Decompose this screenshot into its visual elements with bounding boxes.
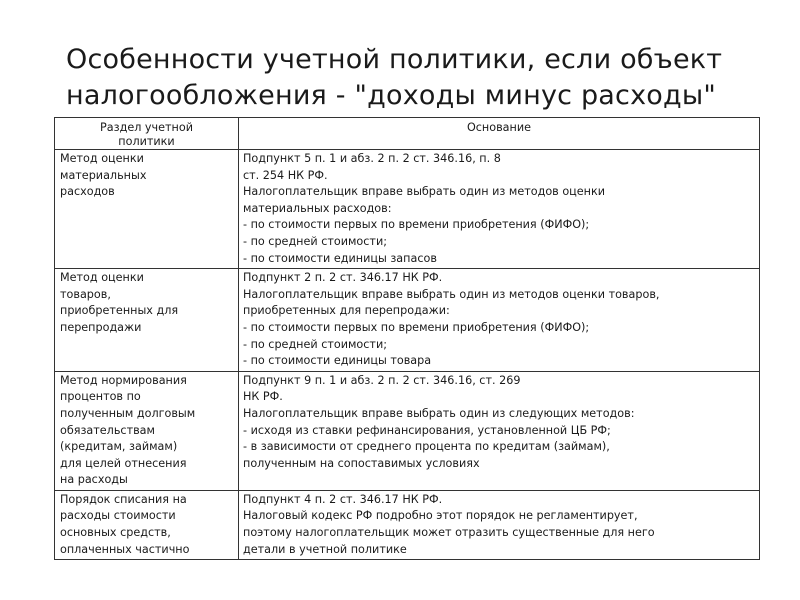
basis-line: НК РФ.: [243, 390, 283, 404]
section-line: (кредитам, займам): [60, 440, 178, 454]
section-line: основных средств,: [60, 526, 171, 540]
section-line: товаров,: [60, 287, 111, 301]
section-line: обязательствам: [60, 423, 155, 437]
basis-line: материальных расходов:: [243, 201, 392, 215]
section-line: материальных: [60, 168, 147, 182]
section-cell: [55, 269, 239, 372]
basis-line: ст. 254 НК РФ.: [243, 168, 328, 182]
basis-cell: [239, 150, 760, 269]
basis-line: Налоговый кодекс РФ подробно этот порядок не регламентирует,: [243, 509, 638, 523]
basis-line: Налогоплательщик вправе выбрать один из следующих методов:: [243, 406, 635, 420]
section-line: оплаченных частично: [60, 542, 190, 556]
basis-line: Подпункт 9 п. 1 и абз. 2 п. 2 ст. 346.16, ст. 269: [243, 373, 521, 387]
section-cell: [55, 150, 239, 269]
basis-line: - по стоимости единицы товара: [243, 354, 432, 368]
accounting-policy-table: [54, 117, 760, 560]
basis-line: полученным на сопоставимых условиях: [243, 456, 480, 470]
basis-line: - по средней стоимости;: [243, 234, 387, 248]
section-line: для целей отнесения: [60, 456, 187, 470]
title-line-1: Особенности учетной политики, если объект: [66, 44, 723, 75]
header-section: [55, 118, 239, 150]
basis-line: - в зависимости от среднего процента по кредитам (займам),: [243, 440, 610, 454]
section-line: расходов: [60, 185, 115, 199]
basis-line: - по стоимости единицы запасов: [243, 251, 437, 265]
basis-line: приобретенных для перепродажи:: [243, 304, 450, 318]
section-line: Порядок списания на: [60, 492, 187, 506]
header-section-line-2: политики: [118, 135, 175, 148]
basis-line: - исходя из ставки рефинансирования, установленной ЦБ РФ;: [243, 423, 611, 437]
table-header-row: [55, 118, 760, 150]
section-line: перепродажи: [60, 320, 142, 334]
title-line-2: налогообложения - "доходы минус расходы": [66, 80, 716, 111]
table-row: [55, 269, 760, 372]
page-title: [66, 42, 766, 114]
table-row: [55, 371, 760, 490]
basis-line: Подпункт 5 п. 1 и абз. 2 п. 2 ст. 346.16, п. 8: [243, 152, 501, 165]
basis-cell: [239, 371, 760, 490]
section-line: на расходы: [60, 473, 128, 487]
basis-line: - по стоимости первых по времени приобретения (ФИФО);: [243, 218, 590, 232]
basis-line: - по средней стоимости;: [243, 337, 387, 351]
basis-line: Подпункт 4 п. 2 ст. 346.17 НК РФ.: [243, 492, 443, 506]
section-line: Метод оценки: [60, 152, 144, 165]
section-cell: [55, 371, 239, 490]
basis-cell: [239, 269, 760, 372]
section-line: Метод нормирования: [60, 373, 187, 387]
table-row: [55, 150, 760, 269]
basis-line: Налогоплательщик вправе выбрать один из методов оценки товаров,: [243, 287, 660, 301]
section-line: Метод оценки: [60, 271, 144, 285]
section-line: полученным долговым: [60, 406, 196, 420]
basis-line: - по стоимости первых по времени приобретения (ФИФО);: [243, 320, 590, 334]
basis-line: Налогоплательщик вправе выбрать один из методов оценки: [243, 185, 606, 199]
header-section-line-1: Раздел учетной: [100, 121, 193, 134]
section-cell: [55, 490, 239, 559]
basis-line: поэтому налогоплательщик может отразить существенные для него: [243, 526, 655, 540]
basis-cell: [239, 490, 760, 559]
header-basis: Основание: [239, 118, 760, 150]
section-line: приобретенных для: [60, 304, 179, 318]
table-row: [55, 490, 760, 559]
section-line: расходы стоимости: [60, 509, 176, 523]
basis-line: Подпункт 2 п. 2 ст. 346.17 НК РФ.: [243, 271, 443, 285]
section-line: процентов по: [60, 390, 141, 404]
basis-line: детали в учетной политике: [243, 542, 407, 556]
